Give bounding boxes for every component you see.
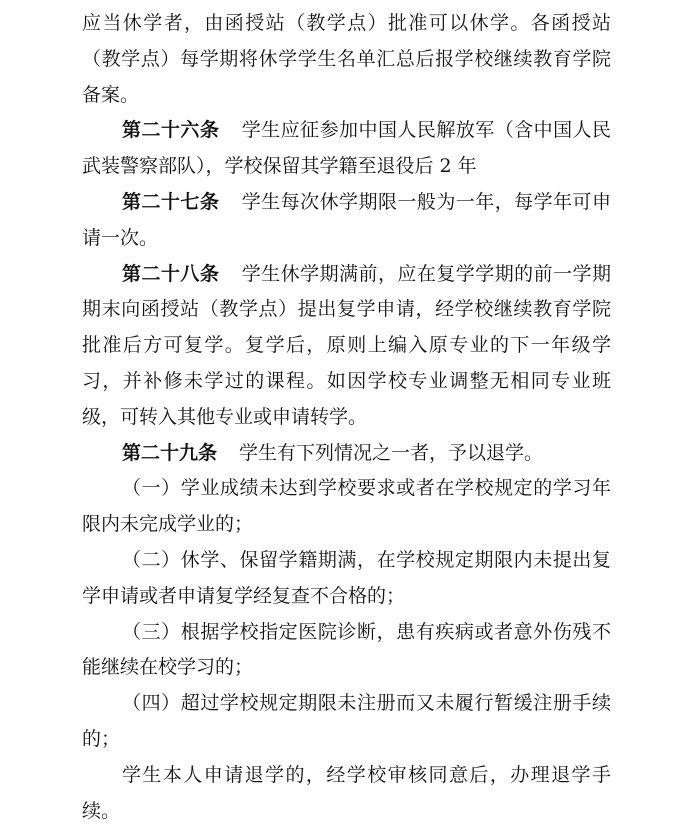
- list-item-1: [82, 471, 611, 543]
- article-number: 第二十六条: [122, 119, 220, 142]
- article-29: [82, 436, 611, 472]
- list-item-2: [82, 543, 611, 615]
- article-26: [82, 113, 611, 185]
- paragraph-text: 应当休学者，由函授站（教学点）批准可以休学。各函授站（教学点）每学期将休学学生名单汇总后报学校继续教育学院备案。: [82, 12, 611, 106]
- list-item-text: （一）学业成绩未达到学校要求或者在学校规定的学习年限内未完成学业的；: [82, 477, 611, 536]
- paragraph-continuation: [82, 6, 611, 113]
- list-item-text: （三）根据学校指定医院诊断，患有疾病或者意外伤残不能继续在校学习的；: [82, 620, 611, 679]
- list-item-text: （四）超过学校规定期限未注册而又未履行暂缓注册手续的；: [82, 692, 611, 750]
- list-item-4: [82, 686, 611, 758]
- paragraph-text: 学生本人申请退学的，经学校审核同意后，办理退学手续。: [82, 763, 611, 822]
- article-27: [82, 185, 611, 257]
- closing-paragraph: [82, 758, 611, 829]
- list-item-3: [82, 615, 611, 687]
- article-text: 学生有下列情况之一者，予以退学。: [239, 441, 544, 464]
- article-number: 第二十九条: [122, 441, 218, 464]
- article-text: 学生休学期满前，应在复学学期的前一学期期末向函授站（教学点）提出复学申请，经学校继续教育学院批准后方可复学。复学后，原则上编入原专业的下一年级学习，并补修未学过的课程。如因学校专业调整无相同专业班级，可转入其他专业或申请转学。: [82, 262, 611, 428]
- article-28: [82, 257, 611, 436]
- article-number: 第二十八条: [122, 262, 220, 285]
- article-number: 第二十七条: [122, 190, 220, 213]
- article-text: 学生每次休学期限一般为一年，每学年可申请一次。: [82, 190, 611, 249]
- article-text: 学生应征参加中国人民解放军（含中国人民武装警察部队），学校保留其学籍至退役后 2 年: [82, 119, 611, 178]
- list-item-text: （二）休学、保留学籍期满，在学校规定期限内未提出复学申请或者申请复学经复查不合格的；: [82, 548, 611, 607]
